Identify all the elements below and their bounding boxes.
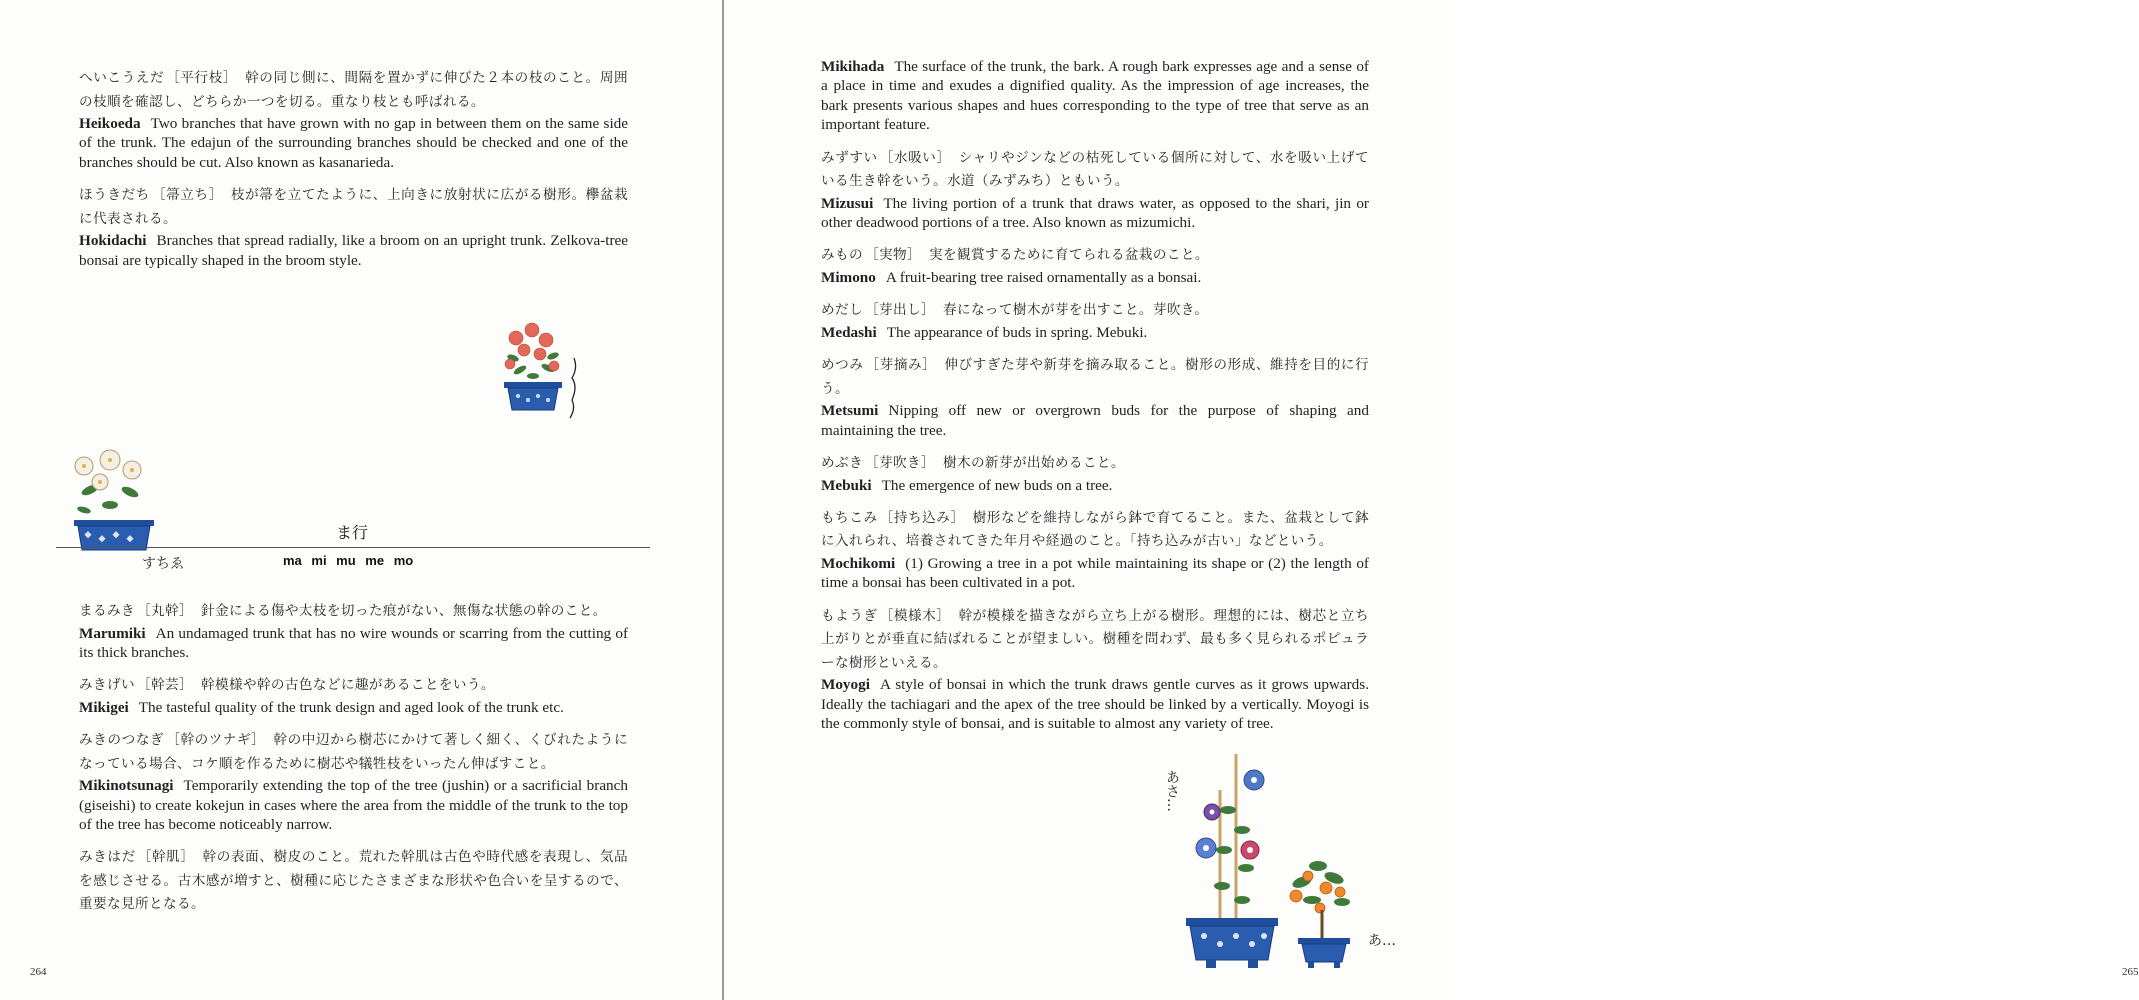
entry-kanji: ［平行枝］ <box>166 70 238 86</box>
entry-en <box>79 698 628 717</box>
entry-term: Mimono <box>821 268 876 286</box>
entry-en <box>79 231 628 270</box>
pot-foot <box>1308 962 1314 968</box>
entry-jp-text: 枝が箒を立てたように、上向きに放射状に広がる樹形。欅盆栽に代表される。 <box>79 187 629 227</box>
section-syllables: ma mi mu me mo <box>283 553 414 568</box>
illustration-signature: すちゑ <box>142 556 184 572</box>
pot-foot <box>1206 960 1216 968</box>
glossary-entry <box>821 57 1369 135</box>
entry-en-text: Temporarily extending the top of the tree (jushin) or a sacrificial branch (giseishi) to create kokejun in cases where the area from the middle of the trunk to the top of the tree has become noticeably narrow. <box>79 777 628 834</box>
entry-en-text: Branches that spread radially, like a broom on an upright trunk. Zelkova-tree bonsai are typically shaped in the broom style. <box>79 232 628 269</box>
section-title: ま行 <box>336 523 369 542</box>
entry-en <box>821 554 1369 593</box>
leaves <box>76 483 139 515</box>
illustration-signature: あさ… <box>1164 770 1180 812</box>
entry-kanji: ［箒立ち］ <box>151 187 223 204</box>
entry-en-text: Nipping off new or overgrown buds for the purpose of shaping and maintaining the tree. <box>821 402 1369 439</box>
entry-kana: みきげい <box>79 677 135 694</box>
entry-kana: みきのつなぎ <box>79 732 165 749</box>
entry-term: Mikigei <box>79 698 129 716</box>
entry-term: Mikihada <box>821 58 885 75</box>
entry-kana: みずすい <box>821 149 878 166</box>
entry-jp <box>79 600 628 624</box>
page-number-right: 265 <box>2122 966 2139 978</box>
pot-foot <box>1248 960 1258 968</box>
pot-rim <box>1186 918 1278 926</box>
entry-jp <box>821 507 1369 554</box>
pot-body <box>1190 926 1274 960</box>
entry-en <box>821 476 1369 495</box>
entry-jp <box>79 729 628 776</box>
azalea-bonsai-illustration <box>498 318 588 422</box>
entry-en-text: The appearance of buds in spring. Mebuki. <box>886 323 1148 341</box>
glossary-entry <box>821 354 1369 440</box>
entry-kana: まるみき <box>79 603 135 619</box>
illustration-signature: あ… <box>1368 933 1396 949</box>
entry-en <box>821 57 1369 135</box>
entry-jp-text: 伸びすぎた芽や新芽を摘み取ること。樹形の形成、維持を目的に行う。 <box>821 357 1370 397</box>
pot-rim <box>1298 938 1350 944</box>
entry-kanji: ［幹肌］ <box>137 849 195 866</box>
entry-term: Hokidachi <box>79 232 147 250</box>
entry-kana: もちこみ <box>821 509 878 526</box>
entry-jp-text: 実を観賞するために育てられる盆栽のこと。 <box>928 247 1209 264</box>
entry-jp-text: 幹の表面、樹皮のこと。荒れた幹肌は古色や時代感を表現し、気品を感じさせる。古木感が増すと、樹種に応じたさまざまな形状や色合いを呈するので、重要な見所となる。 <box>79 849 628 913</box>
section-divider <box>56 547 650 548</box>
pot-rim <box>74 520 154 526</box>
entry-jp <box>821 244 1369 268</box>
entry-kanji: ［芽出し］ <box>864 302 935 319</box>
entry-jp <box>821 354 1369 401</box>
entry-en-text: (1) Growing a tree in a pot while maintaining its shape or (2) the length of time a bonsai has been cultivated in a pot. <box>821 554 1369 592</box>
left-page <box>0 0 722 1000</box>
entry-en <box>821 194 1369 233</box>
entry-kanji: ［実物］ <box>864 247 921 264</box>
pot-body <box>508 388 558 410</box>
entry-en <box>821 401 1369 440</box>
right-column <box>821 57 1369 746</box>
entry-en-text: An undamaged trunk that has no wire wounds or scarring from the cutting of its thick branches. <box>79 624 628 661</box>
entry-kanji: ［模様木］ <box>879 607 951 624</box>
entry-kanji: ［芽摘み］ <box>865 357 937 374</box>
entry-kanji: ［幹芸］ <box>136 677 193 694</box>
glossary-entry <box>821 507 1369 593</box>
left-bottom-column <box>79 600 628 929</box>
entry-term: Mizusui <box>821 194 874 212</box>
entry-jp <box>821 452 1369 476</box>
entry-jp <box>821 605 1369 676</box>
entry-en <box>79 776 628 834</box>
entry-kanji: ［芽吹き］ <box>864 455 935 472</box>
entry-en-text: A fruit-bearing tree raised ornamentally as a bonsai. <box>885 268 1202 286</box>
entry-jp <box>821 299 1369 323</box>
entry-jp <box>79 674 628 698</box>
pot-rim <box>504 382 562 388</box>
entry-kana: めだし <box>821 302 863 319</box>
entry-term: Medashi <box>821 323 877 341</box>
entry-jp-text: 幹の同じ側に、間隔を置かずに伸びた２本の枝のこと。周囲の枝順を確認し、どちらか一つを切る。重なり枝とも呼ばれる。 <box>79 70 628 110</box>
entry-en <box>821 323 1369 342</box>
entry-term: Mebuki <box>821 476 872 494</box>
entry-en-text: A style of bonsai in which the trunk draws gentle curves as it grows upwards. Ideally the tachiagari and the apex of the tree should be linked by a vertically. Moyogi is the commonly style of bonsai, and is suitable to almost any variety of tree. <box>821 676 1369 733</box>
entry-term: Mikinotsunagi <box>79 777 174 795</box>
entry-term: Mochikomi <box>821 554 896 572</box>
entry-en <box>821 675 1369 733</box>
entry-kana: へいこうえだ <box>79 70 165 86</box>
entry-kana: ほうきだち <box>79 187 150 204</box>
entry-kana: めぶき <box>821 455 863 472</box>
entry-jp <box>79 184 628 231</box>
entry-en-text: The surface of the trunk, the bark. A rough bark expresses age and a sense of a place in time and exudes a dignified quality. As the impression of age increases, the bark presents various shapes and hues corresponding to the type of tree that serve as an important feature. <box>821 58 1369 134</box>
entry-kanji: ［幹のツナギ］ <box>166 732 266 749</box>
entry-en-text: Two branches that have grown with no gap in between them on the same side of the trunk. The edajun of the surrounding branches should be checked and one of the branches should be cut. Also known as kasanarieda. <box>79 115 628 171</box>
entry-kanji: ［水吸い］ <box>879 149 951 166</box>
entry-jp <box>79 846 628 917</box>
brush-signature-icon <box>570 358 576 418</box>
entry-jp-text: 幹の中辺から樹芯にかけて著しく細く、くびれたようになっている場合、コケ順を作るために樹芯や犠牲枝をいったん伸ばすこと。 <box>79 732 628 772</box>
flowers <box>505 323 559 371</box>
pot-foot <box>1334 962 1340 968</box>
entry-en <box>79 624 628 663</box>
entry-term: Moyogi <box>821 676 870 694</box>
entry-term: Heikoeda <box>79 115 141 132</box>
glossary-entry <box>79 729 628 834</box>
glossary-entry <box>821 147 1369 233</box>
page-number-left: 264 <box>30 966 47 978</box>
glossary-entry <box>79 184 628 270</box>
glossary-entry <box>79 846 628 917</box>
entry-jp-text: 幹が模様を描きながら立ち上がる樹形。理想的には、樹芯と立ち上がりとが垂直に結ばれることが望ましい。樹種を問わず、最も多く見られるポピュラーな樹形といえる。 <box>821 607 1369 671</box>
entry-jp <box>79 67 628 114</box>
entry-en <box>821 268 1369 287</box>
entry-kana: みきはだ <box>79 849 136 866</box>
white-flower-bonsai-illustration <box>70 450 160 562</box>
entry-en-text: The emergence of new buds on a tree. <box>881 476 1113 494</box>
entry-jp <box>821 147 1369 194</box>
entry-en <box>79 114 628 172</box>
entry-jp-text: 樹形などを維持しながら鉢で育てること。また、盆栽として鉢に入れられ、培養されてきた年月や経過のこと。「持ち込みが古い」などという。 <box>821 509 1370 550</box>
glossary-entry <box>821 605 1369 734</box>
entry-en-text: The living portion of a trunk that draws water, as opposed to the shari, jin or other deadwood portions of a tree. Also known as mizumichi. <box>821 194 1369 232</box>
entry-jp-text: シャリやジンなどの枯死している個所に対して、水を吸い上げている生き幹をいう。水道（みずみち）ともいう。 <box>821 149 1369 190</box>
entry-term: Metsumi <box>821 402 879 420</box>
entry-en-text: The tasteful quality of the trunk design and aged look of the trunk etc. <box>138 698 564 716</box>
entry-kana: もようぎ <box>821 607 878 624</box>
pot-body <box>1302 944 1346 962</box>
glossary-entry <box>79 67 628 172</box>
morning-glory-flowers <box>1196 770 1264 859</box>
glossary-entry <box>821 452 1369 495</box>
entry-jp-text: 樹木の新芽が出始めること。 <box>942 455 1125 472</box>
entry-kana: みもの <box>821 247 863 264</box>
glossary-entry <box>821 299 1369 342</box>
glossary-entry <box>79 600 628 662</box>
glossary-entry <box>821 244 1369 287</box>
entry-jp-text: 針金による傷や太枝を切った痕がない、無傷な状態の幹のこと。 <box>200 603 607 619</box>
entry-kanji: ［丸幹］ <box>136 603 193 619</box>
entry-jp-text: 春になって樹木が芽を出すこと。芽吹き。 <box>942 302 1209 319</box>
orange-fruit-bonsai-illustration <box>1282 852 1366 974</box>
left-top-column <box>79 67 628 282</box>
glossary-entry <box>79 674 628 717</box>
entry-kana: めつみ <box>821 357 864 374</box>
entry-term: Marumiki <box>79 624 146 642</box>
entry-kanji: ［持ち込み］ <box>879 509 965 526</box>
entry-jp-text: 幹模様や幹の古色などに趣があることをいう。 <box>200 677 495 694</box>
